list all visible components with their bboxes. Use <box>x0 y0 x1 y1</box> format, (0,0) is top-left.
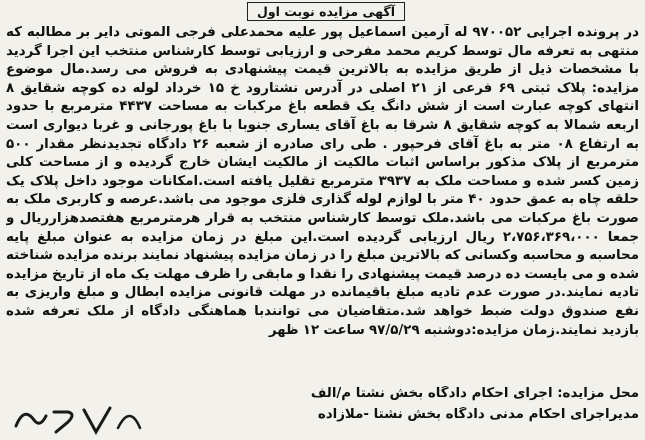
auction-notice <box>6 2 639 436</box>
signature-line: مدیراجرای احکام مدنی دادگاه بخش نشتا -ملازاده <box>317 407 639 422</box>
notice-title: آگهی مزایده نوبت اول <box>247 2 405 21</box>
handwritten-code-mark <box>6 398 174 438</box>
notice-body: در پرونده اجرایی ۹۷۰۰۵۲ له آرمین اسماعیل پور علیه محمدعلی فرجی الموتی دایر بر مطالبه که منتهی به تعرفه مال توسط کریم محمد مفرحی و ارزیابی توسط کارشناس منتخب این اجرا گردید با مشخصات ذیل از طریق مزایده به بالاترین قیمت پیشنهادی به فروش می رسد.مال موضوع مزایده: پلاک ثبتی ۶۹ فرعی از ۲۱ اصلی در آدرس نشتارود خ ۱۵ خرداد لوله ده کوچه شقایق ۸ انتهای کوچه عبارت است از شش دانگ یک قطعه باغ مرکبات به مساحت ۴۴۳۷ مترمربع با حدود اربعه شمالا به کوچه شقایق ۸ شرقا به باغ آقای یساری جنوبا با باغ پورجانی و غربا دیواری است به ارتفاع ۰۸ متر به باغ آقای فرحپور . طی رای صادره از شعبه ۲۶ دادگاه تجدیدنظر مقدار ۵۰۰ مترمربع از پلاک مذکور براساس اثبات مالکیت از مالکیت ایشان خارج گردیده و از مساحت کلی زمین کسر شده و مساحت ملک به ۳۹۳۷ مترمربع تقلیل یافته است.امکانات موجود داخل پلاک یک حلقه چاه به عمق حدود ۴۰ متر با لوازم لوله گذاری فلزی موجود می باشد.عرصه و کاربری ملک به صورت باغ مرکبات می باشد.ملک توسط کارشناس منتخب به قرار هرمترمربع هفتصدهزارریال و جمعا ۲،۷۵۶،۳۶۹،۰۰۰ ریال ارزیابی گردیده است.این مبلغ در زمان مزایده به عنوان مبلغ پایه محاسبه و محاسبه وکسانی که بالاترین مبلغ را در زمان مزایده پیشنهاد نمایند برنده مزایده شناخته شده و می بایست ده درصد قیمت پیشنهادی را نقدا و مابقی را ظرف مهلت یک ماه از تاریخ مزایده تادیه نمایند.در صورت عدم تادیه مبلغ باقیمانده در مهلت قانونی مزایده ابطال و مبلغ واریزی به نفع صندوق دولت ضبط خواهد شد.متقاضیان می توانندبا هماهنگی دادگاه از ملک تعرفه شده بازدید نمایند.زمان مزایده:دوشنبه ۹۷/۵/۲۹ ساعت ۱۲ ظهر <box>6 25 639 338</box>
auction-location: محل مزایده: اجرای احکام دادگاه بخش نشتا م/الف <box>310 386 639 401</box>
